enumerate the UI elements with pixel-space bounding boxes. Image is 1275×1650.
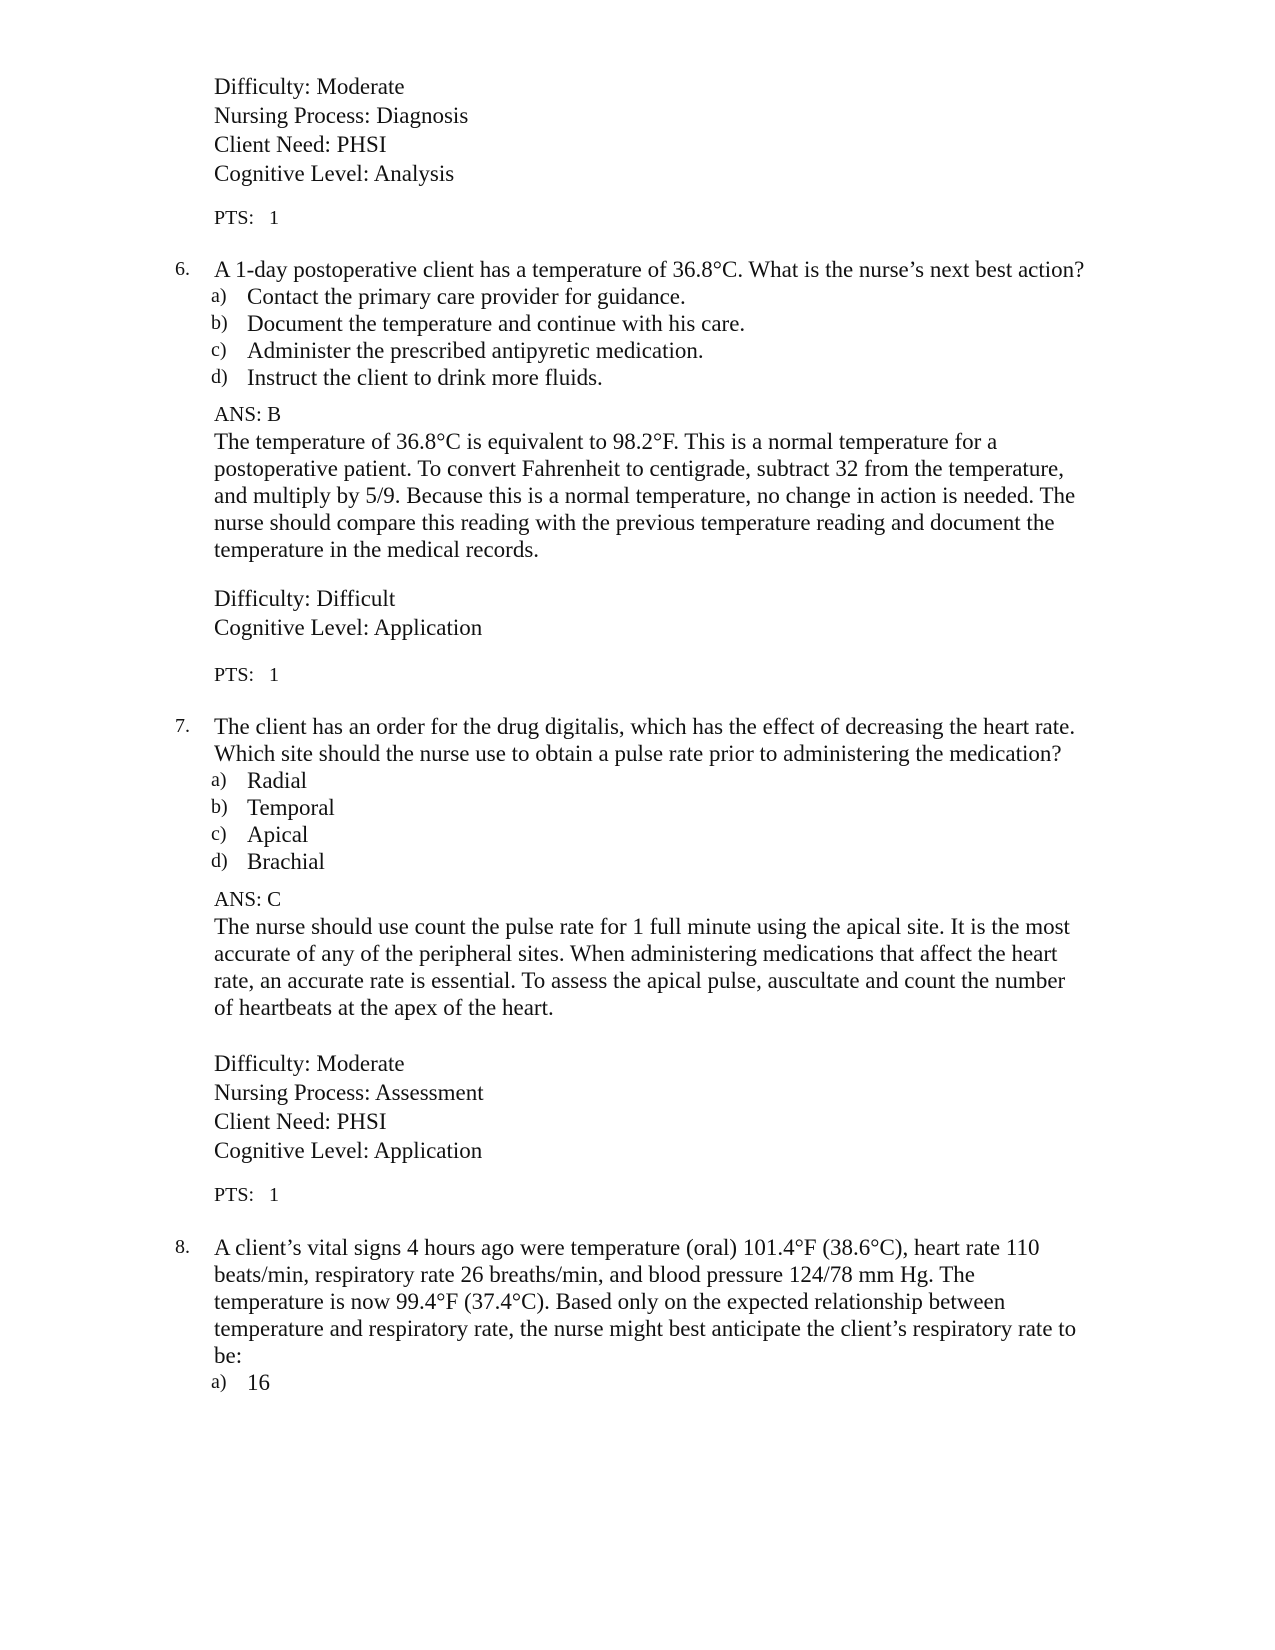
metadata-7: [214, 1049, 1164, 1165]
meta-line: Client Need: PHSI: [214, 132, 387, 157]
question-stem: [175, 256, 1175, 283]
option-a: [175, 283, 1175, 310]
question-stem-line: temperature and respiratory rate, the nurse might best anticipate the client’s respiratory rate to: [214, 1316, 1077, 1341]
meta-line: Client Need: PHSI: [214, 1109, 387, 1134]
question-stem: [175, 713, 1175, 740]
rationale-line: temperature in the medical records.: [214, 537, 540, 562]
option-text: Document the temperature and continue with his care.: [247, 311, 746, 336]
rationale-line: of heartbeats at the apex of the heart.: [214, 995, 554, 1020]
rationale-line: rate, an accurate rate is essential. To assess the apical pulse, auscultate and count the number: [214, 968, 1066, 993]
meta-line: Cognitive Level: Analysis: [214, 161, 455, 186]
option-a: [175, 1369, 1175, 1396]
question-stem-line: The client has an order for the drug digitalis, which has the effect of decreasing the heart rate.: [214, 714, 1076, 739]
question-stem: [175, 1234, 1175, 1261]
option-c: [175, 821, 1175, 848]
question-number: 6.: [175, 258, 190, 280]
question-7: [175, 713, 1175, 875]
question-stem-line: beats/min, respiratory rate 26 breaths/min, and blood pressure 124/78 mm Hg. The: [214, 1262, 975, 1287]
rationale-line: postoperative patient. To convert Fahrenheit to centigrade, subtract 32 from the temperature,: [214, 456, 1064, 481]
meta-line: Nursing Process: Assessment: [214, 1080, 484, 1105]
option-text: 16: [247, 1370, 270, 1395]
option-c: [175, 337, 1175, 364]
option-letter: d): [211, 850, 228, 872]
question-stem-line: Which site should the nurse use to obtain a pulse rate prior to administering the medication?: [214, 741, 1062, 766]
option-text: Instruct the client to drink more fluids.: [247, 365, 603, 390]
option-letter: b): [211, 312, 228, 334]
meta-line: Cognitive Level: Application: [214, 1138, 483, 1163]
option-text: Administer the prescribed antipyretic medication.: [247, 338, 704, 363]
question-stem-line: temperature is now 99.4°F (37.4°C). Based only on the expected relationship between: [214, 1289, 1006, 1314]
rationale-line: and multiply by 5/9. Because this is a normal temperature, no change in action is needed. The: [214, 483, 1076, 508]
question-8: [175, 1234, 1175, 1396]
question-6: [175, 256, 1175, 391]
meta-line: Nursing Process: Diagnosis: [214, 103, 469, 128]
option-d: [175, 848, 1175, 875]
meta-line: Difficulty: Difficult: [214, 586, 396, 611]
meta-line: Cognitive Level: Application: [214, 615, 483, 640]
rationale-line: The nurse should use count the pulse rate for 1 full minute using the apical site. It is the most: [214, 914, 1070, 939]
option-text: Contact the primary care provider for guidance.: [247, 284, 686, 309]
top-metadata: [214, 72, 1164, 188]
option-text: Temporal: [247, 795, 335, 820]
points-label: PTS: 1: [214, 664, 280, 686]
metadata-6: [214, 584, 1164, 642]
question-number: 7.: [175, 715, 190, 737]
option-b: [175, 794, 1175, 821]
question-number: 8.: [175, 1236, 190, 1258]
option-b: [175, 310, 1175, 337]
rationale-line: nurse should compare this reading with the previous temperature reading and document the: [214, 510, 1055, 535]
option-text: Brachial: [247, 849, 325, 874]
option-letter: a): [211, 769, 227, 791]
points-label: PTS: 1: [214, 1184, 280, 1206]
option-letter: a): [211, 285, 227, 307]
rationale-line: accurate of any of the peripheral sites. When administering medications that affect the heart: [214, 941, 1058, 966]
option-text: Apical: [247, 822, 309, 847]
option-a: [175, 767, 1175, 794]
option-letter: a): [211, 1371, 227, 1393]
question-stem-line: A client’s vital signs 4 hours ago were temperature (oral) 101.4°F (38.6°C), heart rate 110: [214, 1235, 1040, 1260]
rationale-line: The temperature of 36.8°C is equivalent to 98.2°F. This is a normal temperature for a: [214, 429, 998, 454]
option-letter: c): [211, 823, 227, 845]
option-letter: c): [211, 339, 227, 361]
question-stem-line: be:: [214, 1343, 243, 1368]
answer-key: ANS: C: [214, 887, 282, 911]
meta-line: Difficulty: Moderate: [214, 1051, 405, 1076]
answer-key: ANS: B: [214, 402, 282, 426]
points-label: PTS: 1: [214, 207, 280, 229]
answer-7: [214, 886, 1174, 1021]
meta-line: Difficulty: Moderate: [214, 74, 405, 99]
answer-6: [214, 401, 1174, 563]
option-letter: d): [211, 366, 228, 388]
option-letter: b): [211, 796, 228, 818]
question-stem-line: A 1-day postoperative client has a temperature of 36.8°C. What is the nurse’s next best action?: [214, 257, 1085, 282]
option-text: Radial: [247, 768, 308, 793]
option-d: [175, 364, 1175, 391]
